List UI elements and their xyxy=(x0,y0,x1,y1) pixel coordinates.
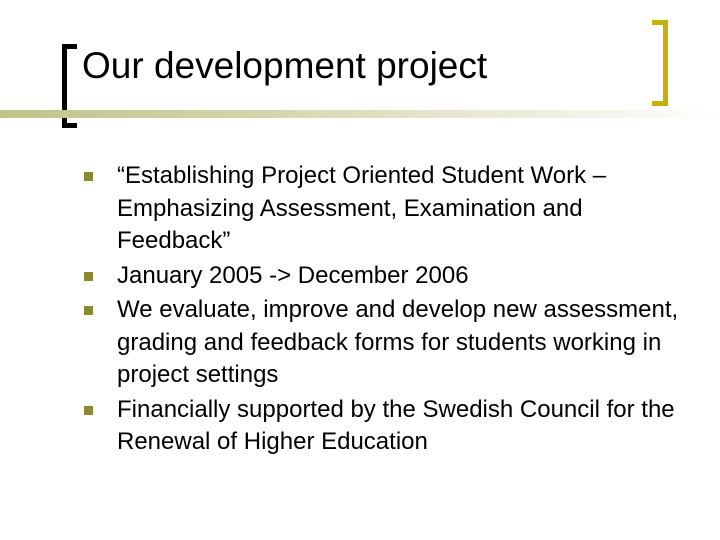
square-bullet-icon xyxy=(84,172,93,181)
square-bullet-icon xyxy=(84,272,93,281)
bullet-item xyxy=(84,294,684,392)
bullet-item xyxy=(84,394,684,459)
right-bracket-decoration xyxy=(652,20,668,106)
bullet-item xyxy=(84,160,684,258)
bullet-text: “Establishing Project Oriented Student Work – Emphasizing Assessment, Examination and Feedback” xyxy=(117,162,607,254)
bullet-text: January 2005 -> December 2006 xyxy=(117,261,469,289)
slide-title: Our development project xyxy=(82,45,488,86)
square-bullet-icon xyxy=(84,406,93,415)
bullet-text: We evaluate, improve and develop new assessment, grading and feedback forms for students working in project settings xyxy=(117,296,679,388)
bullet-text: Financially supported by the Swedish Council for the Renewal of Higher Education xyxy=(117,395,675,455)
square-bullet-icon xyxy=(84,306,93,315)
bullet-list xyxy=(84,160,684,461)
bullet-item xyxy=(84,260,684,293)
title-underline-bar xyxy=(0,110,720,118)
